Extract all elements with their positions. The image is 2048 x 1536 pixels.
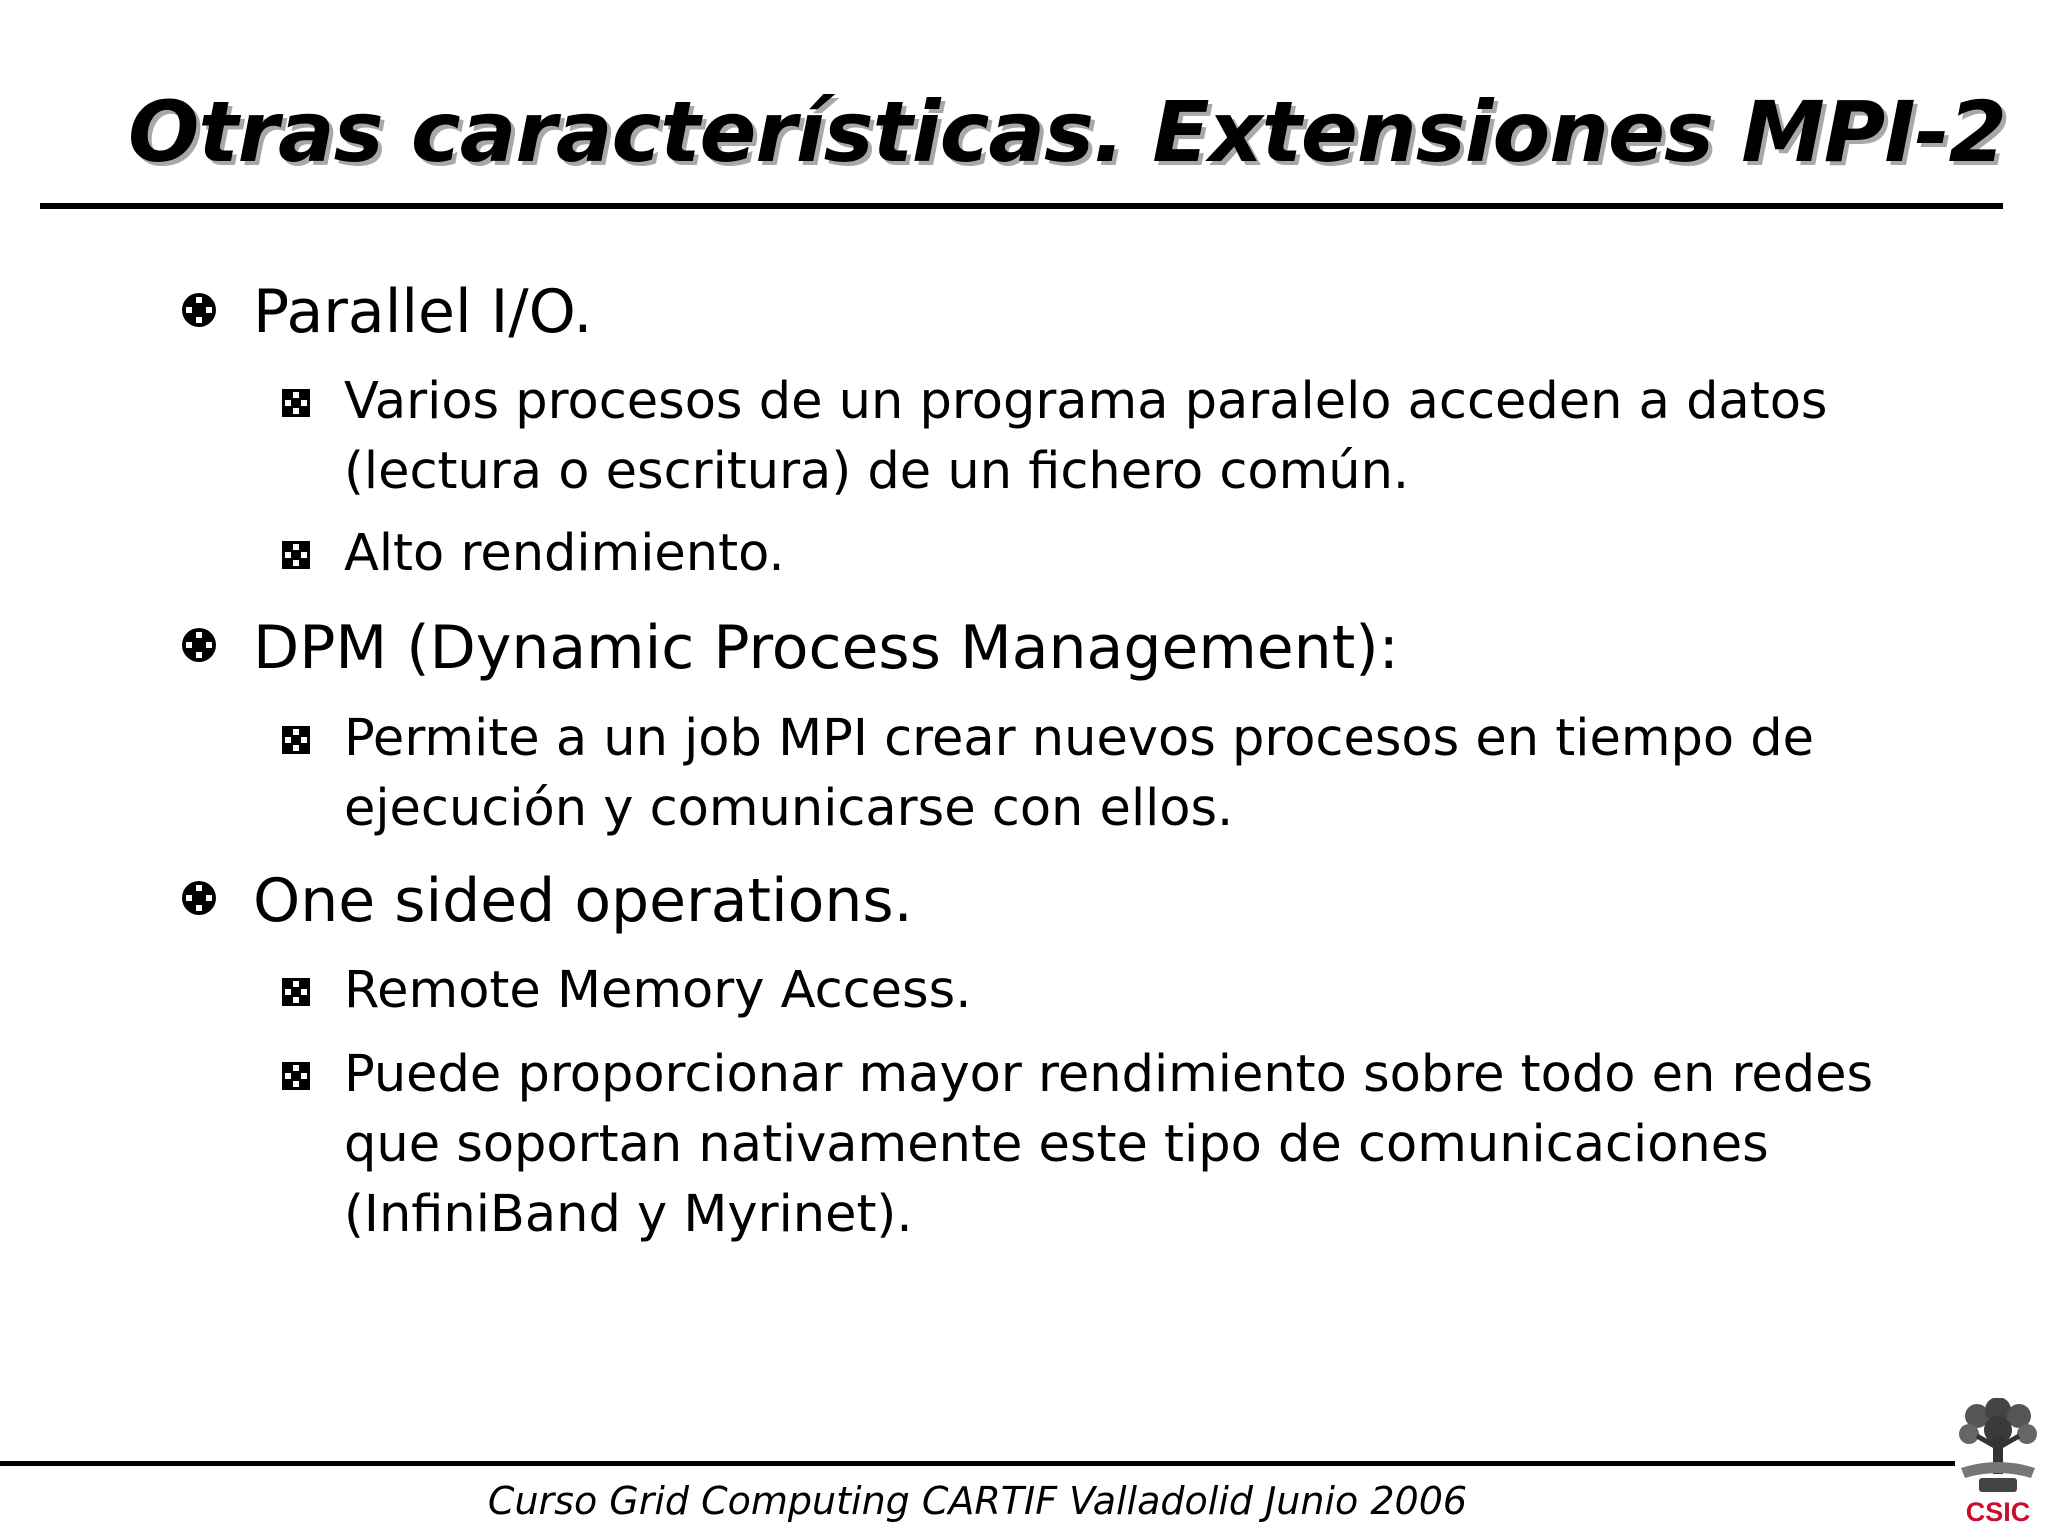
sub-bullet-permite-job <box>344 704 1814 844</box>
sub-bullet-line: que soportan nativamente este tipo de comunicaciones <box>344 1115 1769 1174</box>
square-bullet-icon <box>281 1061 311 1091</box>
csic-logo <box>1955 1398 2041 1532</box>
sub-bullet-alto-rendimiento <box>344 519 785 589</box>
sub-bullet-puede-proporcionar <box>344 1040 1873 1250</box>
round-bullet-icon <box>180 626 218 664</box>
sub-bullet-remote-memory <box>344 956 971 1026</box>
bullet-one-sided: One sided operations. <box>253 866 913 936</box>
square-bullet-icon <box>281 725 311 755</box>
footer-text: Curso Grid Computing CARTIF Valladolid Junio 2006 <box>487 1479 1468 1523</box>
bullet-parallel-io: Parallel I/O. <box>253 277 593 347</box>
sub-bullet-line: (lectura o escritura) de un fichero común. <box>344 442 1410 501</box>
square-bullet-icon <box>281 388 311 418</box>
sub-bullet-line: Remote Memory Access. <box>344 961 972 1020</box>
bullet-dpm: DPM (Dynamic Process Management): <box>253 613 1399 683</box>
round-bullet-icon <box>180 879 218 917</box>
sub-bullet-line: Permite a un job MPI crear nuevos procesos en tiempo de <box>344 709 1815 768</box>
sub-bullet-line: Alto rendimiento. <box>344 524 785 583</box>
sub-bullet-line: Puede proporcionar mayor rendimiento sobre todo en redes <box>344 1045 1874 1104</box>
footer-divider <box>0 1461 1955 1466</box>
csic-logo-label: CSIC <box>1965 1497 2031 1527</box>
sub-bullet-line: ejecución y comunicarse con ellos. <box>344 779 1234 838</box>
square-bullet-icon <box>281 977 311 1007</box>
slide-title: Otras características. Extensiones MPI-2 <box>128 83 2006 181</box>
round-bullet-icon <box>180 291 218 329</box>
sub-bullet-line: Varios procesos de un programa paralelo acceden a datos <box>344 372 1828 431</box>
sub-bullet-line: (InfiniBand y Myrinet). <box>344 1185 913 1244</box>
csic-tree-emblem-icon <box>1955 1398 2041 1496</box>
sub-bullet-varios-procesos <box>344 367 1828 507</box>
square-bullet-icon <box>281 540 311 570</box>
